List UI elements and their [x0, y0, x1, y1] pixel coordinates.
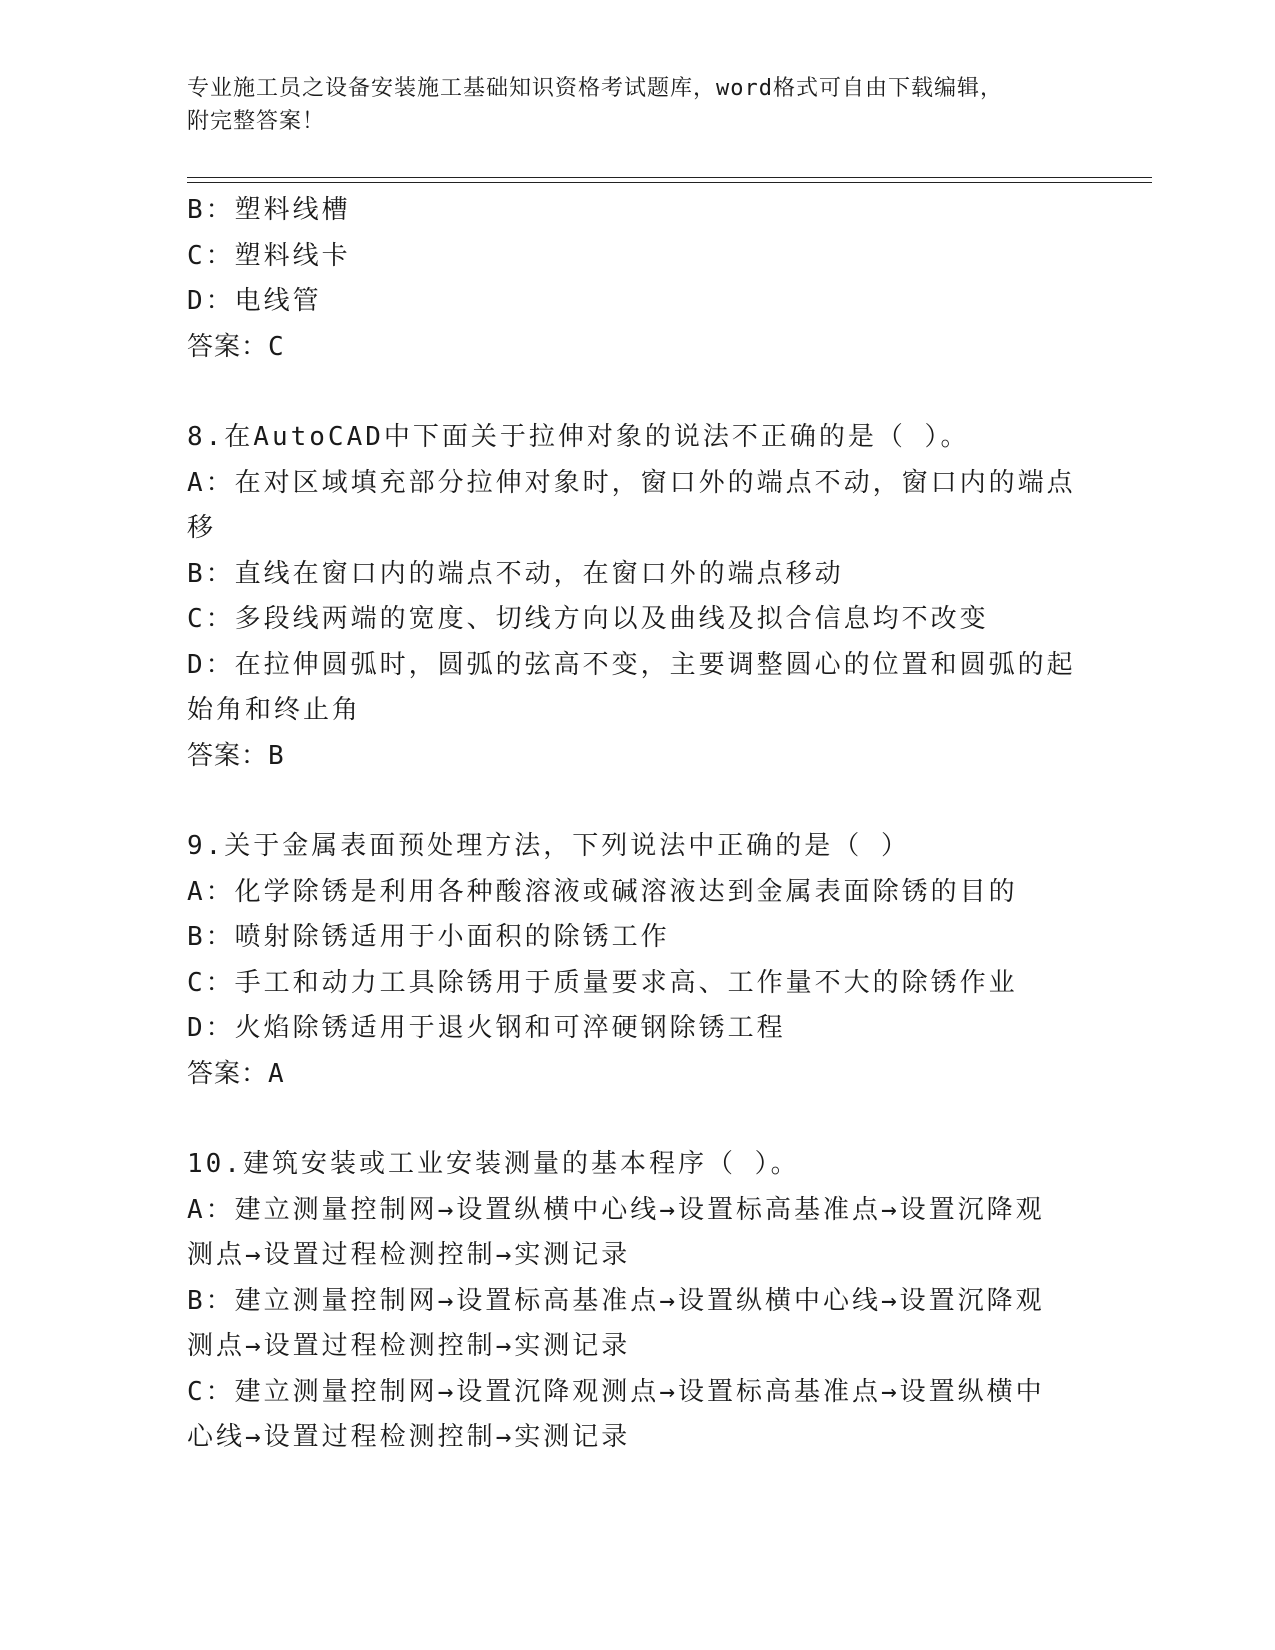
header-divider-top — [187, 177, 1152, 178]
header-line-1: 专业施工员之设备安装施工基础知识资格考试题库，word格式可自由下载编辑， — [187, 76, 1003, 101]
option-b: B：喷射除锈适用于小面积的除锈工作 — [187, 922, 670, 952]
option-b: B：塑料线槽 — [187, 195, 351, 225]
option-b: B：建立测量控制网→设置标高基准点→设置纵横中心线→设置沉降观 — [187, 1285, 1045, 1316]
header-divider-bottom — [187, 182, 1152, 183]
option-a-continuation: 移 — [187, 513, 217, 543]
option-d: D：在拉伸圆弧时，圆弧的弦高不变，主要调整圆心的位置和圆弧的起 — [187, 649, 1076, 680]
option-c: C：手工和动力工具除锈用于质量要求高、工作量不大的除锈作业 — [187, 967, 1018, 998]
option-a: A：建立测量控制网→设置纵横中心线→设置标高基准点→设置沉降观 — [187, 1194, 1045, 1225]
question-stem: 10.建筑安装或工业安装测量的基本程序（ ）。 — [187, 1149, 800, 1179]
option-b: B：直线在窗口内的端点不动，在窗口外的端点移动 — [187, 558, 844, 589]
question-stem: 8.在AutoCAD中下面关于拉伸对象的说法不正确的是（ ）。 — [187, 422, 970, 452]
answer-line: 答案：A — [187, 1058, 285, 1089]
option-a-continuation: 测点→设置过程检测控制→实测记录 — [187, 1240, 631, 1270]
spacer — [187, 370, 1087, 415]
option-d: D：火焰除锈适用于退火钢和可淬硬钢除锈工程 — [187, 1013, 786, 1043]
answer-line: 答案：C — [187, 331, 285, 362]
question-10 — [187, 1142, 1087, 1461]
option-a: A：化学除锈是利用各种酸溶液或碱溶液达到金属表面除锈的目的 — [187, 876, 1018, 907]
spacer — [187, 1097, 1087, 1142]
option-b-continuation: 测点→设置过程检测控制→实测记录 — [187, 1331, 631, 1361]
answer-line: 答案：B — [187, 740, 285, 771]
option-c: C：塑料线卡 — [187, 240, 351, 271]
option-d-continuation: 始角和终止角 — [187, 695, 362, 725]
spacer — [187, 779, 1087, 824]
option-c: C：建立测量控制网→设置沉降观测点→设置标高基准点→设置纵横中 — [187, 1376, 1045, 1407]
question-9 — [187, 824, 1087, 1097]
header-line-2: 附完整答案！ — [187, 109, 326, 134]
question-block-previous — [187, 188, 1087, 370]
option-c-continuation: 心线→设置过程检测控制→实测记录 — [187, 1422, 631, 1452]
document-header — [187, 72, 1087, 138]
option-c: C：多段线两端的宽度、切线方向以及曲线及拟合信息均不改变 — [187, 604, 989, 634]
question-8 — [187, 415, 1087, 779]
option-a: A：在对区域填充部分拉伸对象时，窗口外的端点不动，窗口内的端点 — [187, 467, 1076, 498]
question-list — [187, 188, 1087, 1461]
question-stem: 9.关于金属表面预处理方法，下列说法中正确的是（ ） — [187, 831, 910, 861]
option-d: D：电线管 — [187, 286, 322, 316]
